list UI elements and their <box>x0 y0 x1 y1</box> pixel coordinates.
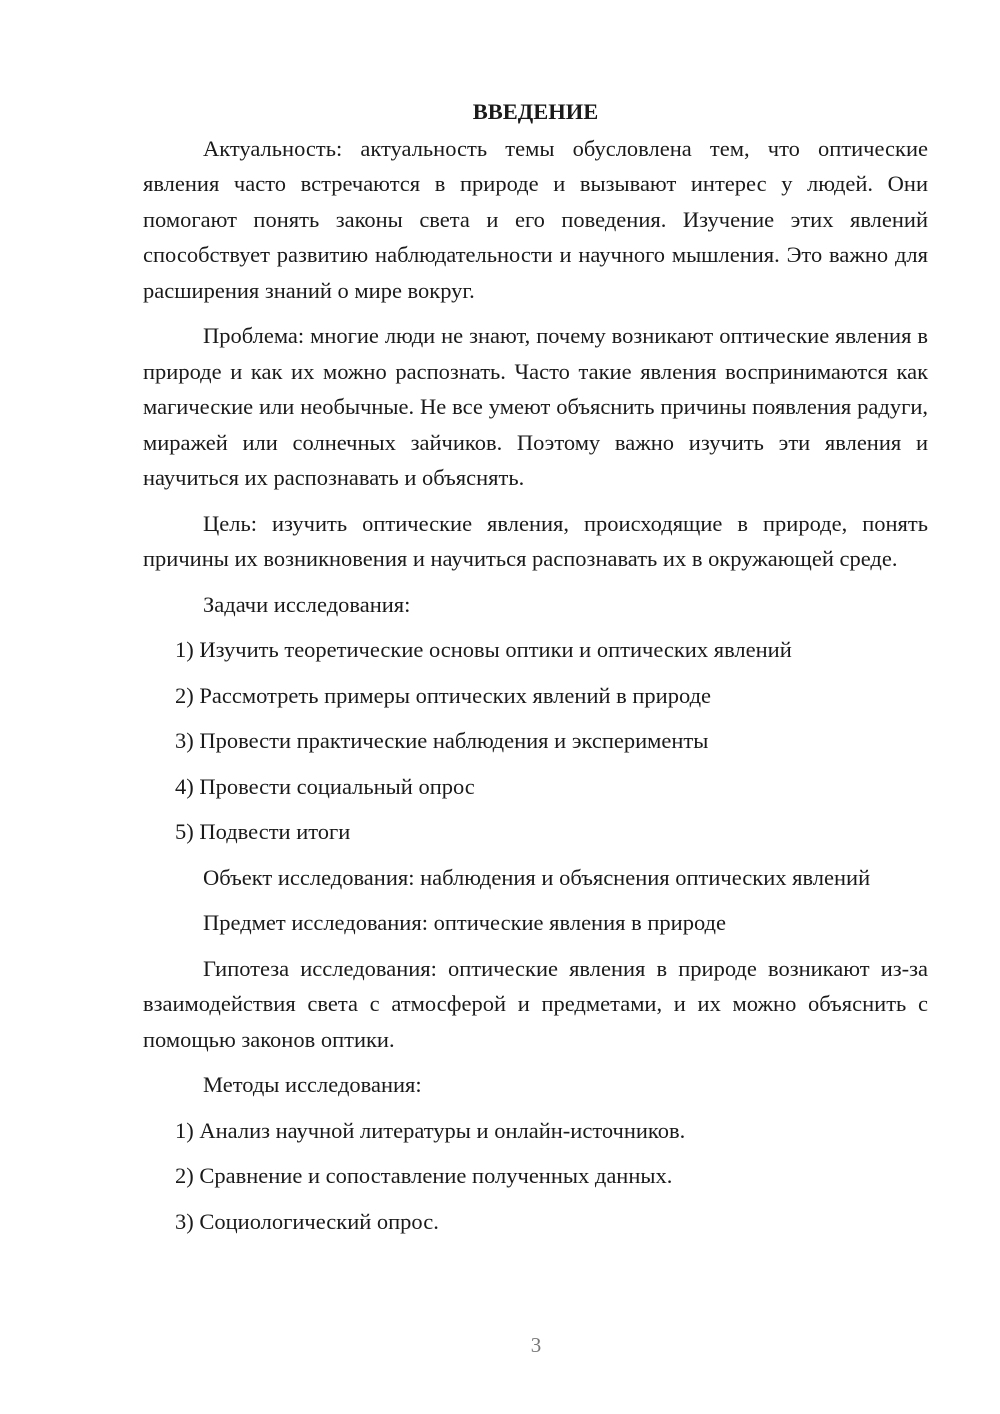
relevance-paragraph: Актуальность: актуальность темы обусловлена тем, что оптические явления часто встречаются в природе и вызывают интерес у людей. Они помогают понять законы света и его поведения. Изучение этих явлений способствует развитию наблюдательности и научного мышления. Это важно для расширения знаний о мире вокруг. <box>143 135 928 303</box>
page-content <box>143 94 928 1249</box>
page-title: ВВЕДЕНИЕ <box>472 99 599 124</box>
list-item-task-2: 2) Рассмотреть примеры оптических явлений в природе <box>175 682 712 708</box>
tasks-list <box>143 632 928 850</box>
hypothesis-paragraph: Гипотеза исследования: оптические явления в природе возникают из-за взаимодействия света с атмосферой и предметами, и их можно объяснить с помощью законов оптики. <box>143 955 928 1052</box>
tasks-heading: Задачи исследования: <box>203 591 411 617</box>
methods-list <box>143 1113 928 1240</box>
list-item-method-2: 2) Сравнение и сопоставление полученных данных. <box>175 1163 673 1188</box>
page-number: 3 <box>530 1333 542 1357</box>
list-item-task-4: 4) Провести социальный опрос <box>175 773 475 799</box>
list-item-task-1: 1) Изучить теоретические основы оптики и оптических явлений <box>175 637 792 662</box>
list-item-task-3: 3) Провести практические наблюдения и эксперименты <box>175 728 709 753</box>
list-item-task-5: 5) Подвести итоги <box>175 819 351 844</box>
list-item-method-3: 3) Социологический опрос. <box>175 1208 439 1234</box>
subject-paragraph: Предмет исследования: оптические явления в природе <box>203 910 726 935</box>
goal-paragraph: Цель: изучить оптические явления, происходящие в природе, понять причины их возникновения и научиться распознавать их в окружающей среде. <box>143 510 928 571</box>
object-paragraph: Объект исследования: наблюдения и объяснения оптических явлений <box>203 864 871 890</box>
problem-paragraph: Проблема: многие люди не знают, почему возникают оптические явления в природе и как их можно распознать. Часто такие явления воспринимаются как магические или необычные. Не все умеют объяснить причины появления радуги, миражей или солнечных зайчиков. Поэтому важно изучить эти явления и научиться их распознавать и объяснять. <box>143 323 928 490</box>
methods-heading: Методы исследования: <box>203 1072 422 1097</box>
list-item-method-1: 1) Анализ научной литературы и онлайн-источников. <box>175 1117 686 1143</box>
